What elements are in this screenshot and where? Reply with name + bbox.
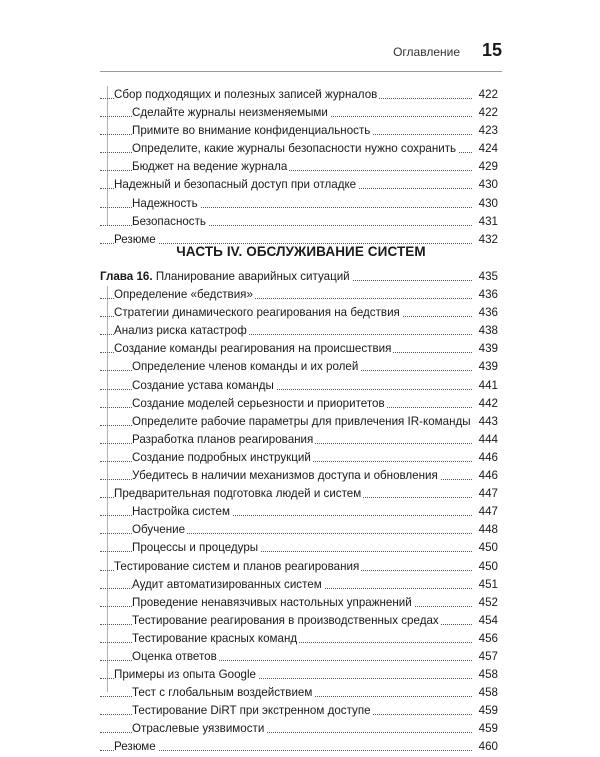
- toc-entry-page: 430: [474, 176, 498, 194]
- toc-entry-title: Создание команды реагирования на происшествия: [114, 340, 393, 358]
- toc-entry-page: 422: [474, 86, 498, 104]
- toc-entry-title: Проведение ненавязчивых настольных упражнений: [132, 594, 414, 612]
- toc-entry-page: 450: [474, 539, 498, 557]
- toc-entry-page: 447: [474, 503, 498, 521]
- toc-entry-page: 442: [474, 395, 498, 413]
- toc-entry[interactable]: [100, 431, 498, 449]
- toc-entry-page: 457: [474, 648, 498, 666]
- toc-entry[interactable]: [100, 176, 498, 194]
- toc-entry-page: 439: [474, 340, 498, 358]
- toc-entry-title: Тестирование реагирования в производственных средах: [132, 612, 441, 630]
- running-header: [100, 40, 502, 62]
- toc-entry[interactable]: [100, 630, 498, 648]
- toc-entry-page: 438: [474, 322, 498, 340]
- toc-entry[interactable]: [100, 104, 498, 122]
- toc-entry-title: Разработка планов реагирования: [132, 431, 315, 449]
- toc-entry-title: Создание моделей серьезности и приоритетов: [132, 395, 387, 413]
- toc-entry-title: Тестирование систем и планов реагирования: [114, 558, 361, 576]
- chapter-title: Планирование аварийных ситуаций: [155, 270, 350, 283]
- toc-entry[interactable]: [100, 720, 498, 738]
- toc-entry[interactable]: [100, 485, 498, 503]
- toc-entry-title: Бюджет на ведение журнала: [132, 158, 289, 176]
- toc-entry-page: 446: [474, 467, 498, 485]
- toc-entry-title: Настройка систем: [132, 503, 232, 521]
- toc-entry-title: Тестирование DiRT при экстренном доступе: [132, 702, 373, 720]
- toc-entry[interactable]: [100, 738, 498, 756]
- toc-entry-title: Надежность: [132, 195, 200, 213]
- toc-entry[interactable]: [100, 86, 498, 104]
- toc-entry-page: 454: [474, 612, 498, 630]
- toc-entry-title: Резюме: [114, 738, 158, 756]
- toc-entry-title: Оценка ответов: [132, 648, 219, 666]
- toc-entry-title: Тест с глобальным воздействием: [132, 684, 314, 702]
- toc-entry-title: Определите, какие журналы безопасности нужно сохранить: [132, 140, 458, 158]
- toc-entry[interactable]: [100, 358, 498, 376]
- toc-entry-page: 422: [474, 104, 498, 122]
- toc-entry-title: Процессы и процедуры: [132, 539, 260, 557]
- toc-list-top: [100, 86, 498, 249]
- toc-entry-page: 430: [474, 195, 498, 213]
- toc-entry[interactable]: [100, 158, 498, 176]
- toc-entry-page: 436: [474, 304, 498, 322]
- toc-entry[interactable]: [100, 304, 498, 322]
- toc-entry[interactable]: [100, 576, 498, 594]
- toc-entry[interactable]: [100, 195, 498, 213]
- toc-entry[interactable]: [100, 213, 498, 231]
- toc-entry[interactable]: [100, 648, 498, 666]
- toc-entry-title: Создание устава команды: [132, 377, 276, 395]
- toc-entry[interactable]: [100, 539, 498, 557]
- toc-entry-title: Определите рабочие параметры для привлечения IR-команды: [132, 413, 473, 431]
- toc-entry[interactable]: [100, 413, 498, 431]
- chapter-prefix: Глава 16.: [100, 270, 153, 283]
- toc-chapter-entry[interactable]: [100, 268, 498, 286]
- toc-entry-title: Убедитесь в наличии механизмов доступа и обновления: [132, 467, 440, 485]
- toc-entry-page: 441: [474, 377, 498, 395]
- toc-entry[interactable]: [100, 521, 498, 539]
- toc-entry-page: 446: [474, 449, 498, 467]
- toc-entry-title: Анализ риска катастроф: [114, 322, 249, 340]
- toc-entry[interactable]: [100, 340, 498, 358]
- toc-entry[interactable]: [100, 666, 498, 684]
- toc-entry-page: 451: [474, 576, 498, 594]
- toc-entry-page: 439: [474, 358, 498, 376]
- header-section-title: Оглавление: [393, 45, 460, 59]
- toc-chapter-entries: [100, 286, 498, 756]
- toc-entry[interactable]: [100, 395, 498, 413]
- toc-entry-page: 432: [474, 231, 498, 249]
- toc-entry-title: Обучение: [132, 521, 187, 539]
- toc-entry-title: Примите во внимание конфиденциальность: [132, 122, 372, 140]
- toc-entry[interactable]: [100, 286, 498, 304]
- toc-entry-page: 443: [474, 413, 498, 431]
- toc-entry-title: Сбор подходящих и полезных записей журналов: [114, 86, 379, 104]
- toc-entry-page: 450: [474, 558, 498, 576]
- toc-entry-page: 447: [474, 485, 498, 503]
- toc-list-bottom: [100, 268, 498, 757]
- toc-entry-title: Определение членов команды и их ролей: [132, 358, 360, 376]
- toc-entry[interactable]: [100, 594, 498, 612]
- toc-entry-title: Безопасность: [132, 213, 208, 231]
- header-rule: [100, 71, 502, 72]
- toc-entry[interactable]: [100, 140, 498, 158]
- toc-entry[interactable]: [100, 449, 498, 467]
- toc-entry[interactable]: [100, 322, 498, 340]
- toc-entry-page: 431: [474, 213, 498, 231]
- toc-entry-title: Резюме: [114, 231, 158, 249]
- toc-entry-title: Сделайте журналы неизменяемыми: [132, 104, 330, 122]
- toc-entry-page: 460: [474, 738, 498, 756]
- toc-entry-page: 429: [474, 158, 498, 176]
- toc-entry-title: Отраслевые уязвимости: [132, 720, 266, 738]
- toc-entry-title: Надежный и безопасный доступ при отладке: [114, 176, 358, 194]
- toc-entry-title: Тестирование красных команд: [132, 630, 299, 648]
- toc-entry[interactable]: [100, 702, 498, 720]
- toc-entry[interactable]: [100, 612, 498, 630]
- toc-entry-page: 456: [474, 630, 498, 648]
- toc-entry-page: 436: [474, 286, 498, 304]
- toc-entry[interactable]: [100, 467, 498, 485]
- header-page-number: 15: [481, 40, 502, 60]
- toc-entry-page: 459: [474, 720, 498, 738]
- toc-entry-page: 444: [474, 431, 498, 449]
- toc-entry-title: Создание подробных инструкций: [132, 449, 313, 467]
- toc-entry-page: 458: [474, 666, 498, 684]
- toc-entry-page: 458: [474, 684, 498, 702]
- toc-entry-page: 424: [474, 140, 498, 158]
- toc-entry-page: 423: [474, 122, 498, 140]
- toc-chapter-label: [100, 268, 352, 286]
- toc-entry[interactable]: [100, 558, 498, 576]
- part-title: ЧАСТЬ IV. ОБСЛУЖИВАНИЕ СИСТЕМ: [176, 244, 426, 259]
- toc-entry-title: Стратегии динамического реагирования на бедствия: [114, 304, 402, 322]
- toc-entry-page: 452: [474, 594, 498, 612]
- toc-entry-title: Определение «бедствия»: [114, 286, 255, 304]
- chapter-page-number: 435: [474, 268, 498, 286]
- toc-entry-title: Аудит автоматизированных систем: [132, 576, 324, 594]
- toc-entry[interactable]: [100, 122, 498, 140]
- toc-entry-title: Предварительная подготовка людей и систем: [114, 485, 363, 503]
- toc-entry[interactable]: [100, 377, 498, 395]
- toc-entry[interactable]: [100, 503, 498, 521]
- toc-entry-page: 459: [474, 702, 498, 720]
- toc-entry[interactable]: [100, 684, 498, 702]
- toc-entry-page: 448: [474, 521, 498, 539]
- toc-entry-title: Примеры из опыта Google: [114, 666, 258, 684]
